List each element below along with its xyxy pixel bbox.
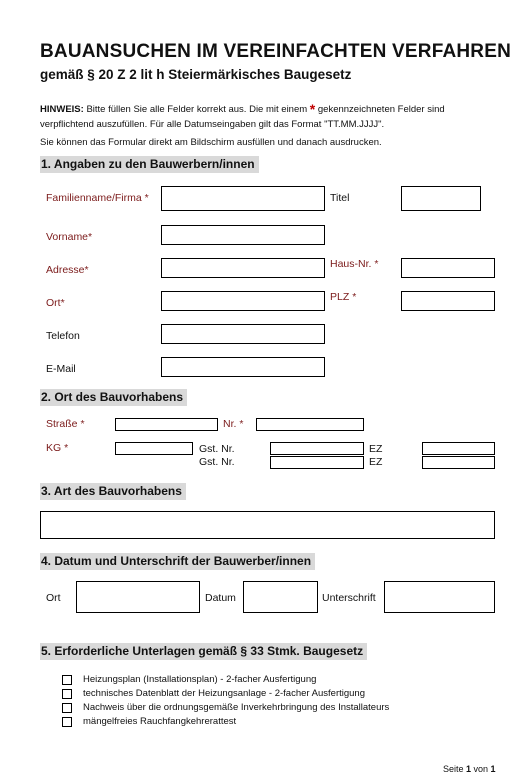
family-name-field[interactable] [161, 186, 325, 211]
checkbox-label: Heizungsplan (Installationsplan) - 2-facher Ausfertigung [83, 674, 317, 685]
page-prefix: Seite [443, 764, 467, 774]
required-star-icon: * [374, 258, 379, 270]
hint-text-a: Bitte füllen Sie alle Felder korrekt aus. Die mit einem [83, 104, 310, 115]
address-field[interactable] [161, 258, 325, 278]
date-field[interactable] [243, 581, 318, 613]
place-label: Ort [46, 592, 61, 604]
project-type-field[interactable] [40, 511, 495, 539]
required-star-icon: * [84, 264, 89, 276]
ez-2-field[interactable] [422, 456, 495, 469]
house-no-label-text: Haus-Nr. [330, 258, 372, 270]
first-name-label [46, 231, 92, 244]
street-label [46, 418, 85, 431]
zip-field[interactable] [401, 291, 495, 311]
number-label [223, 418, 243, 431]
gst-no-1-label: Gst. Nr. [199, 443, 235, 455]
ez-1-field[interactable] [422, 442, 495, 455]
checkbox-label: Nachweis über die ordnungsgemäße Inverkehrbringung des Installateurs [83, 702, 390, 713]
email-label: E-Mail [46, 363, 76, 375]
gst-no-1-field[interactable] [270, 442, 364, 455]
address-label-text: Adresse [46, 264, 85, 276]
ez-2-label: EZ [369, 456, 383, 468]
first-name-field[interactable] [161, 225, 325, 245]
hint-line-2: verpflichtend auszufüllen. Für alle Datumseingaben gilt das Format "TT.MM.JJJJ". [40, 119, 385, 130]
address-label [46, 264, 89, 277]
phone-field[interactable] [161, 324, 325, 344]
number-field[interactable] [256, 418, 364, 431]
first-name-label-text: Vorname [46, 231, 89, 243]
page-number [443, 764, 496, 774]
page-title: BAUANSUCHEN IM VEREINFACHTEN VERFAHREN [40, 41, 512, 62]
required-star-icon: * [309, 101, 316, 117]
street-label-text: Straße [46, 418, 78, 430]
page-current: 1 [466, 764, 472, 774]
section-2-heading: 2. Ort des Bauvorhabens [40, 389, 187, 406]
section-1-heading: 1. Angaben zu den Bauwerbern/innen [40, 156, 259, 173]
checkbox-datasheet[interactable] [62, 689, 72, 699]
ez-1-label: EZ [369, 443, 383, 455]
email-field[interactable] [161, 357, 325, 377]
gst-no-2-field[interactable] [270, 456, 364, 469]
signature-field[interactable] [384, 581, 495, 613]
page-subtitle: gemäß § 20 Z 2 lit h Steiermärkisches Baugesetz [40, 67, 352, 82]
number-label-text: Nr. [223, 418, 237, 430]
title-label: Titel [330, 192, 350, 204]
city-label-text: Ort [46, 297, 61, 309]
section-4-heading: 4. Datum und Unterschrift der Bauwerber/innen [40, 553, 315, 570]
required-star-icon: * [144, 192, 149, 204]
required-star-icon: * [88, 231, 93, 243]
required-star-icon: * [239, 418, 244, 430]
required-star-icon: * [60, 297, 65, 309]
kg-label [46, 442, 68, 455]
hint-line-1 [40, 103, 445, 116]
hint-label: HINWEIS: [40, 104, 84, 115]
checkbox-heating-plan[interactable] [62, 675, 72, 685]
phone-label: Telefon [46, 330, 80, 342]
kg-label-text: KG [46, 442, 62, 454]
required-star-icon: * [352, 291, 357, 303]
house-no-field[interactable] [401, 258, 495, 278]
checkbox-label: technisches Datenblatt der Heizungsanlage - 2-facher Ausfertigung [83, 688, 366, 699]
city-field[interactable] [161, 291, 325, 311]
kg-field[interactable] [115, 442, 193, 455]
required-star-icon: * [64, 442, 69, 454]
hint-text-b: gekennzeichneten Felder sind [315, 104, 445, 115]
hint-line-3: Sie können das Formular direkt am Bildschirm ausfüllen und danach ausdrucken. [40, 137, 382, 148]
street-field[interactable] [115, 418, 218, 431]
gst-no-2-label: Gst. Nr. [199, 456, 235, 468]
house-no-label [330, 258, 378, 271]
family-name-label [46, 192, 149, 205]
family-name-label-text: Familienname/Firma [46, 192, 142, 204]
required-star-icon: * [80, 418, 85, 430]
place-field[interactable] [76, 581, 200, 613]
title-field[interactable] [401, 186, 481, 211]
checkbox-installer-proof[interactable] [62, 703, 72, 713]
checkbox-chimney-certificate[interactable] [62, 717, 72, 727]
signature-label: Unterschrift [322, 592, 376, 604]
city-label [46, 297, 65, 310]
section-3-heading: 3. Art des Bauvorhabens [40, 483, 186, 500]
page-mid: von [471, 764, 491, 774]
checkbox-label: mängelfreies Rauchfangkehrerattest [83, 716, 237, 727]
section-5-heading: 5. Erforderliche Unterlagen gemäß § 33 Stmk. Baugesetz [40, 643, 367, 660]
zip-label-text: PLZ [330, 291, 350, 303]
zip-label [330, 291, 356, 304]
date-label: Datum [205, 592, 236, 604]
page-total: 1 [490, 764, 496, 774]
